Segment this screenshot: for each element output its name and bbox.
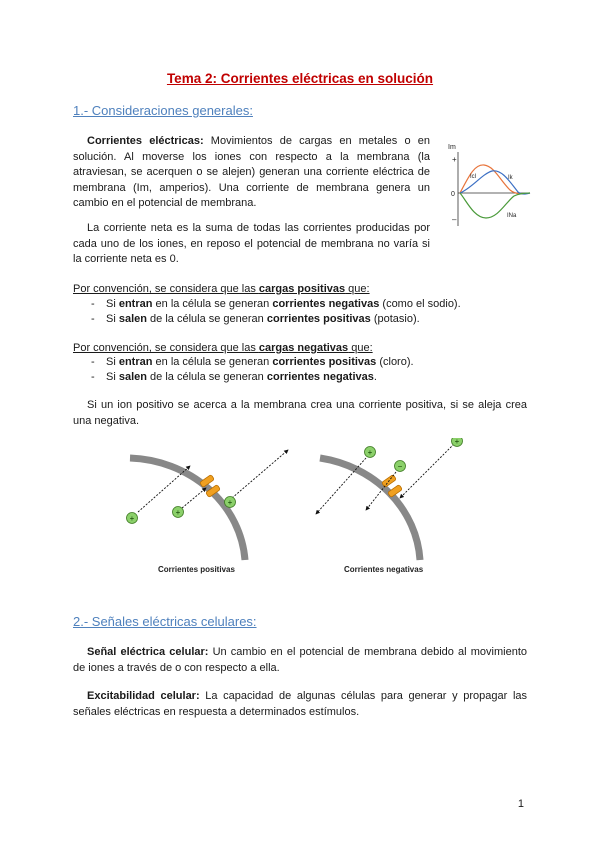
graph-y-label: Im: [448, 144, 456, 151]
svg-text:+: +: [175, 508, 181, 517]
convention-negative-list: [73, 355, 527, 385]
positive-ion-right-1: [365, 447, 376, 458]
item-text: de la célula se generan: [146, 313, 267, 325]
item-bold: corrientes positivas: [266, 313, 371, 325]
curve-ina: [460, 193, 530, 218]
graph-plus-sign: +: [452, 155, 457, 164]
arrow-right-3: [397, 444, 454, 498]
positive-ion-right-outer: [452, 438, 463, 447]
positive-ion-left-1: [127, 513, 138, 524]
item-text: Si: [106, 371, 119, 383]
arrow-left-3: [232, 450, 288, 498]
label-ina: INa: [507, 213, 517, 219]
item-text: .: [373, 371, 377, 383]
item-text: de la célula se generan: [146, 371, 267, 383]
intro-text: Por convención, se considera que las: [73, 283, 259, 295]
item-bold: corrientes negativas: [272, 298, 380, 310]
svg-text:−: −: [397, 462, 403, 471]
dash-bullet: -: [91, 356, 95, 368]
page-title: Tema 2: Corrientes eléctricas en solución: [166, 71, 434, 86]
term-excitabilidad: Excitabilidad celular:: [87, 690, 200, 702]
item-bold: entran: [118, 356, 153, 368]
term-senal-electrica: Señal eléctrica celular:: [87, 646, 209, 658]
term-corrientes-electricas: Corrientes eléctricas:: [87, 135, 204, 147]
term-cargas-positivas: cargas positivas: [258, 283, 346, 295]
item-text: Si: [106, 356, 119, 368]
paragraph-senal-electrica: [73, 645, 527, 676]
intro-suffix: que:: [348, 342, 373, 354]
graph-minus-sign: –: [452, 215, 457, 224]
membrane-arc-left: [130, 458, 245, 560]
convention-positive-intro: [73, 282, 527, 298]
paragraph-ion-positivo: [73, 398, 527, 429]
arrow-left-2: [182, 488, 206, 508]
corriente-neta-text: La corriente neta es la suma de todas las corrientes producidas por cada uno de los iones, en reposo el potencial de membrana no varía si la corriente neta es 0.: [73, 222, 430, 265]
caption-corrientes-positivas: Corrientes positivas: [158, 565, 235, 574]
item-bold: salen: [118, 313, 147, 325]
item-text: Si: [106, 298, 119, 310]
dash-bullet: -: [91, 371, 95, 383]
ion-positivo-text: Si un ion positivo se acerca a la membrana crea una corriente positiva, si se aleja crea una negativa.: [73, 399, 527, 427]
item-text: en la célula se generan: [152, 356, 273, 368]
paragraph-corriente-neta: [73, 221, 430, 268]
item-text: Si: [106, 313, 119, 325]
item-bold: corrientes negativas: [266, 371, 374, 383]
list-item: [73, 355, 527, 370]
ion-movement-figure: [120, 438, 480, 580]
item-bold: salen: [118, 371, 147, 383]
intro-text: Por convención, se considera que las: [73, 342, 259, 354]
convention-positive-list: [73, 297, 527, 327]
positive-ion-left-2: [173, 507, 184, 518]
definition-text: La capacidad de algunas células para generar y propagar las señales eléctricas en respuesta a determinados estímulos.: [73, 690, 528, 718]
positive-ion-left-3: [225, 497, 236, 508]
term-cargas-negativas: cargas negativas: [258, 342, 349, 354]
list-item: [73, 370, 527, 385]
paragraph-excitabilidad: [73, 689, 527, 720]
item-text: (como el sodio).: [379, 298, 461, 310]
item-bold: corrientes positivas: [272, 356, 377, 368]
item-text: (potasio).: [370, 313, 420, 325]
svg-text:+: +: [454, 438, 460, 446]
svg-text:+: +: [367, 448, 373, 457]
item-text: (cloro).: [376, 356, 414, 368]
item-bold: entran: [118, 298, 153, 310]
definition-text: Un cambio en el potencial de membrana debido al movimiento de iones a través de o con respecto a ella.: [73, 646, 527, 674]
dash-bullet: -: [91, 298, 95, 310]
section-1-heading: 1.- Consideraciones generales:: [73, 103, 253, 118]
svg-text:+: +: [129, 514, 135, 523]
list-item: [73, 297, 527, 312]
page-number: 1: [517, 798, 524, 810]
svg-text:+: +: [227, 498, 233, 507]
label-ik: Ik: [508, 175, 513, 181]
intro-suffix: que:: [345, 283, 370, 295]
negative-ion-right-2: [395, 461, 406, 472]
graph-zero-label: 0: [451, 191, 455, 198]
caption-corrientes-negativas: Corrientes negativas: [344, 565, 424, 574]
membrane-current-graph: [440, 138, 532, 234]
label-icl: Icl: [470, 174, 476, 180]
dash-bullet: -: [91, 313, 95, 325]
section-2-heading: 2.- Señales eléctricas celulares:: [73, 614, 257, 629]
definition-text: Movimientos de cargas en metales o en solución. Al moverse los iones con respecto a la membrana (la atraviesan, se acerquen o se alejen) generan una corriente eléctrica de membrana (Im, amperios). Una corriente de membrana genera un cambio en el potencial de membrana.: [73, 135, 430, 209]
list-item: [73, 312, 527, 327]
item-text: en la célula se generan: [152, 298, 273, 310]
membrane-arc-right: [320, 458, 420, 560]
paragraph-corrientes-electricas: [73, 134, 430, 212]
